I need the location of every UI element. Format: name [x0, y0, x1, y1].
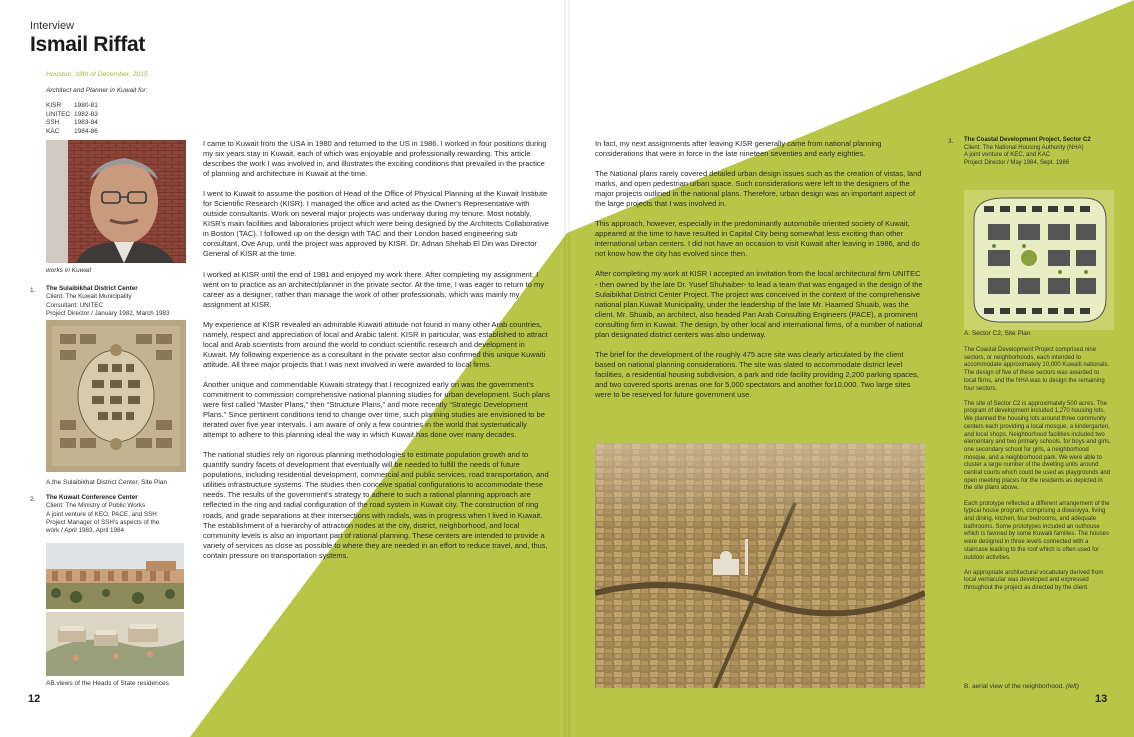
page-number-left: 12 [28, 693, 41, 705]
project-line: A joint venture of KEC, and KAC [964, 152, 1051, 159]
body-paragraph: My experience at KISR revealed an admirable Kuwaiti attitude not found in many other Arab countries, namely, respect and appreciation of local and Arabic talent. KISR in particular, was established to attract local and Arab scientists from around the world to conduct scientific research and development in Kuwait. My following experience as a consultant in the private sector also confirmed this unique Kuwaiti attitude. All three major projects that I was next involved in were awarded to local firms. [203, 319, 548, 369]
role-row: KISR 1980-81 [46, 102, 98, 109]
project-title: The Coastal Development Project, Sector C2 [964, 137, 1091, 143]
site-plan-caption: A. Sector C2, Site Plan [964, 330, 1031, 337]
page-number-right: 13 [1095, 693, 1108, 705]
role-row: SSH 1983-84 [46, 119, 98, 127]
project-info [46, 494, 196, 535]
site-plan-sulaibikhat [46, 320, 186, 472]
project-line: Consultant: UNITEC [46, 301, 104, 309]
conference-center-photo-a [46, 543, 184, 609]
aerial-caption-direction: (left) [1065, 683, 1079, 690]
aerial-caption-text: B. aerial view of the neighborhood. [964, 683, 1065, 690]
project-line: Client: The National Housing Authority (NHA) [964, 144, 1084, 151]
roles-list [46, 102, 98, 136]
project-title: The Sulaibikhat District Center [46, 285, 138, 292]
body-paragraph: Another unique and commendable Kuwaiti strategy that I recognized early on was the government's commitment to commission comprehensive national planning studies for urban development. Such plans were first called “Master Plans,” then “Structure Plans,” and more recently “Strategic Development Plans.” Since pertinent conditions tend to change over time, such planning studies are envisioned to be iterated over five year intervals. I am aware of only a few countries in the world that systematically attempt to adhere to this planning ideal the way in which Kuwait has done over many decades. [203, 379, 550, 440]
project-info [46, 285, 196, 318]
portrait-caption: works in Kuwait [46, 267, 92, 274]
left-body-column [203, 139, 550, 571]
page-gutter [564, 0, 570, 737]
sidebar-paragraph: The Coastal Development Project comprised nine sectors, or neighborhoods, each intended to accommodate approximately 10,000 Kuwaiti nationals. The design of five of these sectors was awarded to local firms, and the NHA was to design the remaining four sectors. [964, 347, 1110, 392]
project-line: Project Manager of SSH's aspects of the [46, 518, 160, 526]
project-number: 2. [30, 496, 36, 503]
role-row: KAC 1984-86 [46, 127, 98, 135]
project-info [964, 137, 1114, 168]
project-number: 1. [30, 287, 36, 294]
role-row: UNITEC 1982-83 [46, 110, 98, 118]
dateline: Houston, 18th of December, 2015 [46, 71, 148, 78]
right-body-column [595, 139, 925, 410]
project-line: Client: The Kuwait Municipality [46, 293, 132, 301]
project-line: Client: The Ministry of Public Works [46, 502, 146, 510]
site-plan-caption: A.the Sulaibikhat District Center, Site Plan [46, 479, 168, 486]
body-paragraph: I went to Kuwait to assume the position of Head of the Office of Physical Planning at the Kuwait Institute for Scientific Research (KISR). I managed the office and acted as the Owner's Representative with outside consultants. Work on several major projects was underway during my tenure. Most notably, KISR's main facilities and laboratories project which were being designed by the Architects Collaborative in Boston (TAC). I followed up on the design with TAC and their London based engineering sub consultant, Ove Arup, until the project was approved by KISR. Dr. Adnan Shehab El Din was Director General of KISR at the time. [203, 189, 549, 259]
project-line: A joint venture of KEO, PACE, and SSH [46, 510, 157, 518]
sidebar-paragraph: An appropriate architectural vocabulary derived from local vernacular was developed and expressed throughout the project as directed by the client. [964, 569, 1104, 592]
aerial-photo [595, 443, 925, 688]
project-number: 3. [948, 138, 954, 145]
right-page [567, 0, 1134, 737]
conference-center-photo-b [46, 612, 184, 676]
body-paragraph: The National plans rarely covered detailed urban design issues such as the creation of vistas, land marks, and open pedestrian urban space. Such considerations were left to the designers of the major projects outlined in the national plans. Therefore, urban design was an important aspect of the large projects that I was involved in. [595, 169, 922, 209]
body-paragraph: I came to Kuwait from the USA in 1980 and returned to the US in 1986. I worked in four positions during my six years stay in Kuwait, each of which was enjoyable and professionally rewarding. This article describes the work I was involved in, and illustrates the exciting conditions that prevailed in the practice of planning and architecture in Kuwait at the time. [203, 139, 547, 179]
body-paragraph: This approach, however, especially in the predominantly automobile oriented society of Kuwait, appeared at the time to have resulted in Capital City being somewhat less exciting than other international urban centers. I did not have an occasion to visit Kuwait after leaving in 1986, and do not know how the city has evolved since then. [595, 219, 920, 259]
body-paragraph: The national studies rely on rigorous planning methodologies to estimate population growth and to quantify sundry facets of development that eventually will be needed to fulfill the needs of future populations, including residential development, commercial and public services, road transportation, and utilities infrastructure systems. The studies then conceive spatial configurations to accommodate these needs. The results of the government's strategy to adhere to such a rational planning approach are reflected in the ring and radial configuration of the road system in Kuwait city. The construction of ring roads, and grade separations at their intersections with radials, was in progress when I lived in Kuwait. The establishment of a hierarchy of attraction nodes at the city, district, neighborhood, and local community levels is also an important part of rational planning. These centers are intended to provide a variety of services as close as possible to where they are needed in an effort to reduce travel, and, thus, contain pressure on transportation systems. [203, 450, 549, 560]
project-line: Project Director / January 1982, March 1983 [46, 309, 170, 317]
project-line: Project Director / May 1984, Sept. 1986 [964, 160, 1070, 167]
aerial-caption [964, 683, 1112, 691]
sidebar-paragraph: The site of Sector C2 is approximately 500 acres. The program of development included 1,270 housing lots. We planned the housing lots around three community centers each providing a local mosque, a kindergarten, and local shops. Neighborhood facilities included two elementary and two primary schools, for boys and girls, one secondary school for girls, a neighborhood mosque, and a neighborhood park. We were able to cluster a large number of the dwelling units around central courts which could be used as playgrounds and open meeting places for the residents as depicted in the site plans above. [964, 400, 1111, 492]
body-paragraph: The brief for the development of the roughly 475 acre site was clearly articulated by the client based on national planning considerations. The site was slated to accommodate district level facilities, a residential housing subdivision, a park and ride facility providing 2,200 parking spaces, and two covered sports arenas one for 5,000 spectators and another for10,000. Two large sites were to be reserved for future government use. [595, 349, 919, 399]
sector-c2-site-plan [964, 190, 1114, 330]
project-title: The Kuwait Conference Center [46, 494, 138, 501]
sector-c2-description [964, 347, 1112, 600]
section-label: Interview [30, 20, 75, 32]
portrait-photo [46, 140, 186, 263]
body-paragraph: I worked at KISR until the end of 1981 and enjoyed my work there. After completing my assignment, I went on to practice as an architect/planner in the private sector. At the time, I was eager to return to my career as a designer, rather than manage the work of other professionals, which was mainly my assignment at KISR. [203, 269, 545, 309]
intro-line: Architect and Planner in Kuwait for: [46, 87, 148, 94]
sidebar-paragraph: Each prototype reflected a different arrangement of the typical house program, comprising a diwaniyya, living and dining, kitchen, four bedrooms, and adequate bathrooms. Some prototypes included an outhouse which is favored by some Kuwaiti families. The houses were designed in three levels connected with a staircase leading to the roof which is often used for outdoor activities. [964, 500, 1110, 561]
interviewee-name: Ismail Riffat [30, 33, 146, 56]
residences-caption: AB.views of the Heads of State residences [46, 680, 169, 687]
project-line: work / April 1983, April 1984 [46, 527, 125, 535]
body-paragraph: After completing my work at KISR I accepted an invitation from the local architectural firm UNITEC - then owned by the late Dr. Yusef Shuhaiber- to lead a team that was engaged in the design of the Sulaibikhat District Center Project. The project was conceived in the context of the comprehensive national plan.Kuwait Municipality, under the leadership of the late Mr. Haamed Shuaib, was the client. Mr. Shuaib, an architect, also headed Pan Arab Consulting Engineers (PACE), a prominent consulting firm in Kuwait. The design, by other local and international firms, of a number of national plan designated district centers was also underway. [595, 269, 923, 339]
body-paragraph: In fact, my next assignments after leaving KISR generally came from national planning considerations that were in force in the late nineteen seventies and early eighties. [595, 139, 882, 159]
